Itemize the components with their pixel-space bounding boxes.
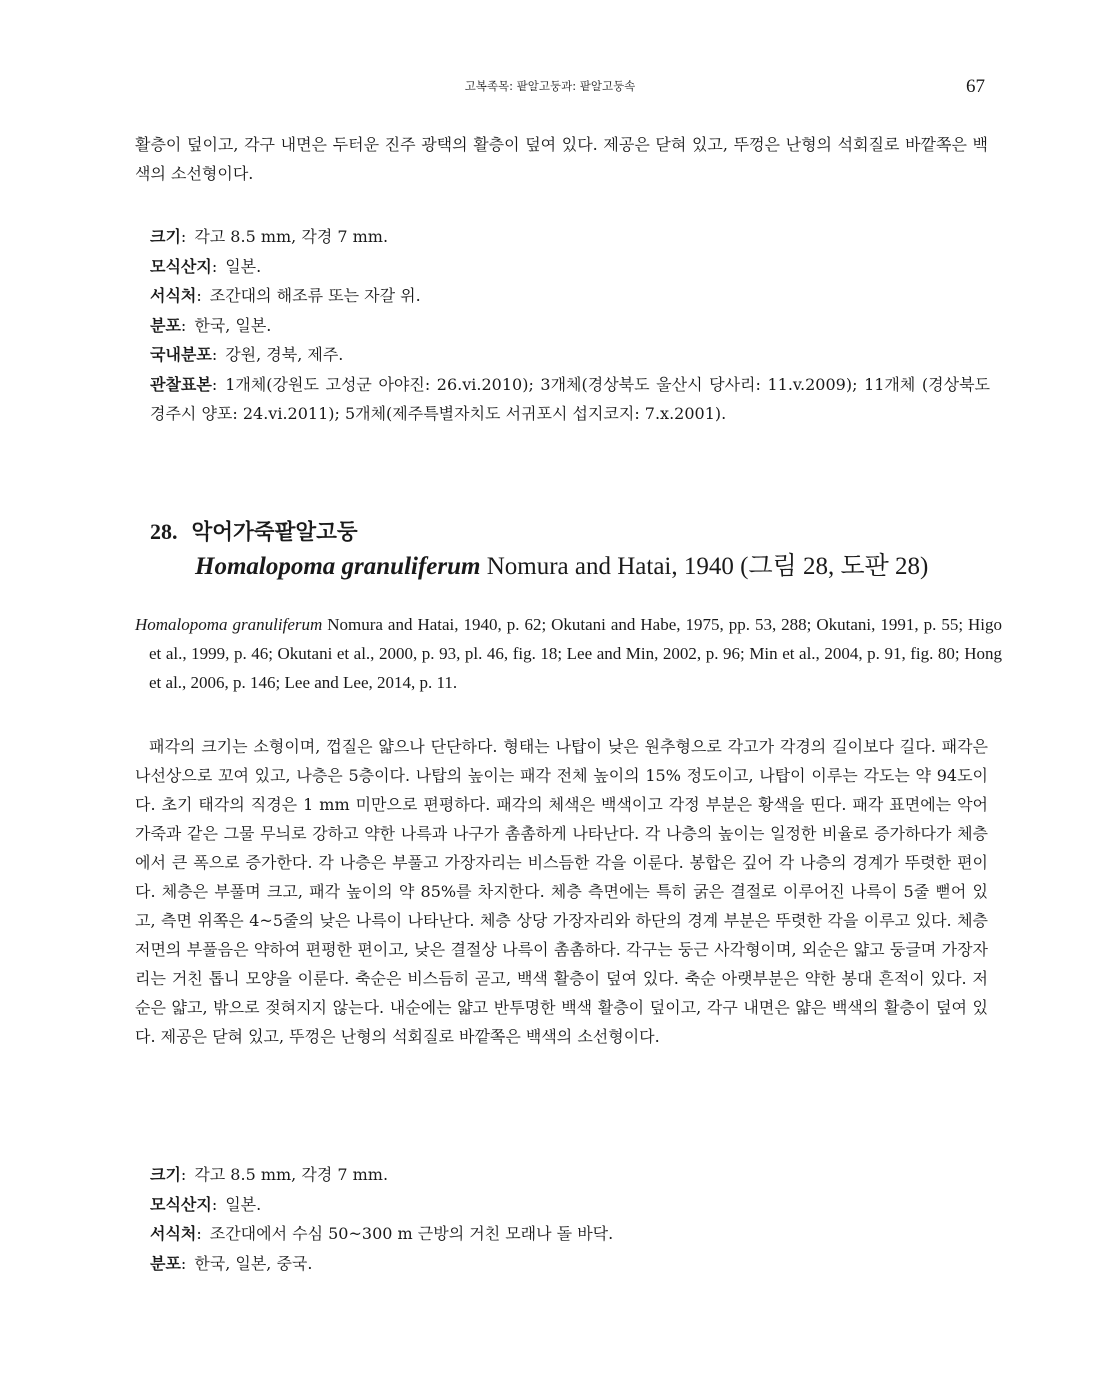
species-figure-ref: (그림 28, 도판 28) bbox=[740, 553, 929, 580]
field-distribution: 분포: 한국, 일본, 중국. bbox=[150, 1253, 313, 1273]
species-description-text: 패각의 크기는 소형이며, 껍질은 얇으나 단단하다. 형태는 나탑이 낮은 원추형으로 각고가 각경의 길이보다 길다. 패각은 나선상으로 꼬여 있고, 나층은 5층이다. 나탑의 높이는 패각 전체 높이의 15% 정도이고, 나탑이 이루는 각도는 약 94도이다. 초기 태각의 직경은 1 mm 미만으로 편평하다. 패각의 체색은 백색이고 각정 부분은 황색을 띤다. 패각 표면에는 악어 가죽과 같은 그물 무늬로 강하고 약한 나륵과 나구가 촘촘하게 나타난다. 각 나층의 높이는 일정한 비율로 증가하다가 체층에서 큰 폭으로 증가한다. 각 나층은 부풀고 가장자리는 비스듬한 각을 이룬다. 봉합은 깊어 각 나층의 경계가 뚜렷한 편이다. 체층은 부풀며 크고, 패각 높이의 약 85%를 차지한다. 체층 측면에는 특히 굵은 결절로 이루어진 나륵이 5줄 뻗어 있고, 측면 위쪽은 4~5줄의 낮은 나륵이 나타난다. 체층 상당 가장자리와 하단의 경계 부분은 뚜렷한 각을 이루고 있다. 체층 저면의 부풀음은 약하여 편평한 편이고, 낮은 결절상 나륵이 촘촘하다. 각구는 둥근 사각형이며, 외순은 얇고 둥글며 가장자리는 거친 톱니 모양을 이룬다. 축순은 비스듬히 곧고, 백색 활층이 덮여 있다. 축순 아랫부분은 약한 봉대 흔적이 있다. 저순은 얇고, 밖으로 젖혀지지 않는다. 내순에는 얇고 반투명한 백색 활층이 덮이고, 각구 내면은 얇은 백색의 활층이 덮여 있다. 제공은 닫혀 있고, 뚜껑은 난형의 석회질로 바깥쪽은 백색의 소선형이다. bbox=[135, 737, 988, 1046]
field-value: 한국, 일본. bbox=[194, 315, 272, 335]
field-label: 모식산지 bbox=[150, 256, 212, 276]
previous-description-text: 활층이 덮이고, 각구 내면은 두터운 진주 광택의 활층이 덮여 있다. 제공은 닫혀 있고, 뚜껑은 난형의 석회질로 바깥쪽은 백색의 소선형이다. bbox=[135, 135, 988, 183]
field-label: 크기 bbox=[150, 227, 181, 246]
previous-field-list bbox=[150, 222, 990, 429]
field-examined-specimens: 관찰표본: 1개체(강원도 고성군 아야진: 26.vi.2010); 3개체(경상북도 울산시 당사리: 11.v.2009); 11개체 (경상북도 경주시 양포: 24.vi.2011); 5개체(제주특별자치도 서귀포시 섭지코지: 7.x.2001). bbox=[150, 374, 990, 423]
field-type-locality: 모식산지: 일본. bbox=[150, 256, 262, 276]
field-label: 국내분포 bbox=[150, 345, 212, 364]
synonymy-references: Nomura and Hatai, 1940, p. 62; Okutani and Habe, 1975, pp. 53, 288; Okutani, 1991, p. 55; Higo et al., 1999, p. 46; Okutani et al., 2000, p. 93, pl. 46, fig. 18; Lee and Min, 2002, p. 96; Min et al., 2004, p. 91, fig. 80; Hong et al., 2006, p. 146; Lee and Lee, 2014, p. 11. bbox=[149, 615, 1003, 692]
field-value: 1개체(강원도 고성군 아야진: 26.vi.2010); 3개체(경상북도 울산시 당사리: 11.v.2009); 11개체 (경상북도 경주시 양포: 24.vi.2011); 5개체(제주특별자치도 서귀포시 섭지코지: 7.x.2001). bbox=[150, 374, 990, 423]
species-heading bbox=[150, 515, 928, 585]
field-label: 관찰표본 bbox=[150, 374, 212, 394]
field-value: 조간대에서 수심 50~300 m 근방의 거친 모래나 돌 바닥. bbox=[209, 1224, 614, 1243]
field-size: 크기: 각고 8.5 mm, 각경 7 mm. bbox=[150, 1165, 389, 1184]
field-label: 분포 bbox=[150, 1253, 181, 1273]
field-value: 일본. bbox=[225, 256, 262, 276]
field-habitat: 서식처: 조간대에서 수심 50~300 m 근방의 거친 모래나 돌 바닥. bbox=[150, 1224, 614, 1243]
synonymy-name: Homalopoma granuliferum bbox=[135, 615, 323, 634]
field-label: 서식처 bbox=[150, 286, 197, 305]
synonymy-block bbox=[135, 610, 1002, 697]
field-label: 모식산지 bbox=[150, 1194, 212, 1214]
field-size: 크기: 각고 8.5 mm, 각경 7 mm. bbox=[150, 227, 389, 246]
species-korean-name: 악어가죽팥알고둥 bbox=[191, 520, 358, 545]
field-type-locality: 모식산지: 일본. bbox=[150, 1194, 262, 1214]
field-distribution: 분포: 한국, 일본. bbox=[150, 315, 272, 335]
field-habitat: 서식처: 조간대의 해조류 또는 자갈 위. bbox=[150, 286, 421, 305]
field-domestic-distribution: 국내분포: 강원, 경북, 제주. bbox=[150, 345, 344, 364]
field-value: 조간대의 해조류 또는 자갈 위. bbox=[209, 286, 421, 305]
field-value: 각고 8.5 mm, 각경 7 mm. bbox=[194, 227, 389, 246]
species-field-list bbox=[150, 1160, 990, 1278]
field-label: 크기 bbox=[150, 1165, 181, 1184]
field-label: 분포 bbox=[150, 315, 181, 335]
field-value: 한국, 일본, 중국. bbox=[194, 1253, 313, 1273]
field-value: 강원, 경북, 제주. bbox=[225, 345, 344, 364]
species-description bbox=[135, 732, 988, 1051]
species-authority: Nomura and Hatai, 1940 bbox=[486, 553, 734, 580]
previous-description bbox=[135, 130, 988, 188]
field-label: 서식처 bbox=[150, 1224, 197, 1243]
species-scientific-name: Homalopoma granuliferum bbox=[195, 553, 481, 580]
page-number: 67 bbox=[966, 76, 985, 97]
species-number: 28. bbox=[150, 519, 178, 544]
field-value: 일본. bbox=[225, 1194, 262, 1214]
running-header: 고복족목: 팥알고둥과: 팥알고둥속 bbox=[464, 79, 636, 93]
field-value: 각고 8.5 mm, 각경 7 mm. bbox=[194, 1165, 389, 1184]
